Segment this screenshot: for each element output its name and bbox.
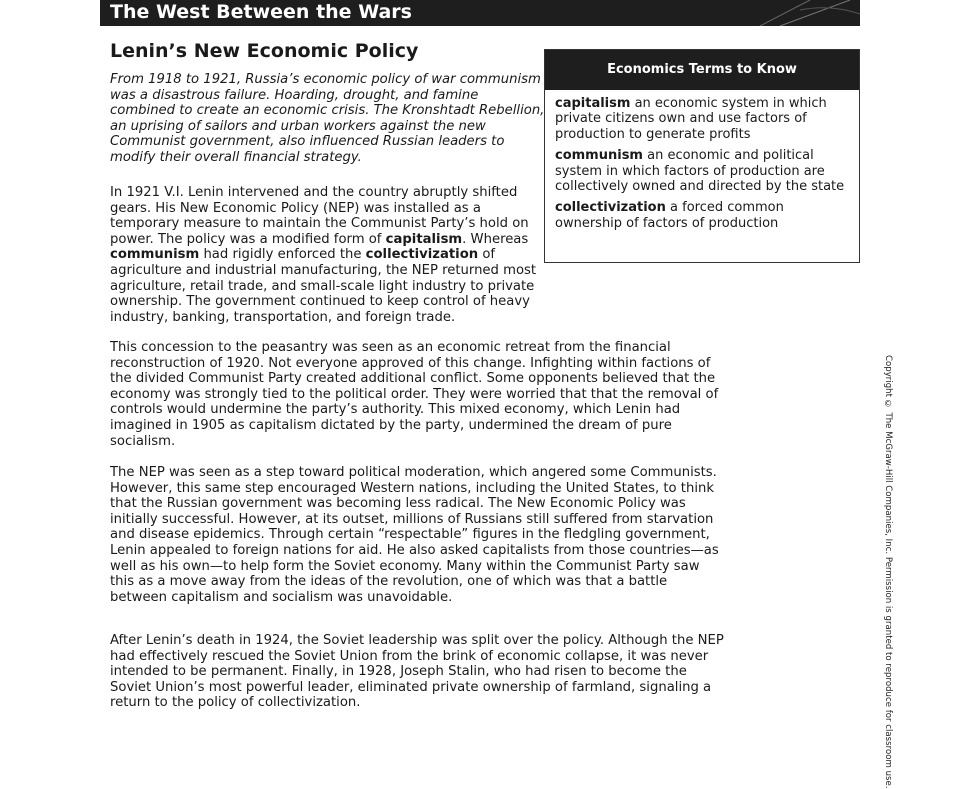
copyright-notice: Copyright © The McGraw-Hill Companies, Inc. Permission is granted to reproduce for classroom use. — [883, 355, 893, 789]
nep-paragraph — [110, 185, 540, 325]
decorative-lines-icon — [740, 0, 860, 26]
term-definition: a forced common ownership of factors of production — [555, 200, 784, 231]
chapter-title: The West Between the Wars — [110, 1, 412, 23]
term-collectivization-highlight: collectivization — [365, 247, 479, 263]
nep-text-4: of agriculture and industrial manufacturing, the NEP returned most agriculture, retail trade, and small-scale light industry to private ownership. The government continued to keep control of heavy industry, banking, transportation, and foreign trade. — [110, 247, 537, 325]
moderation-paragraph: The NEP was seen as a step toward political moderation, which angered some Communists. However, this same step encouraged Western nations, including the United States, to think that the Russian government was becoming less radical. The New Economic Policy was initially successful. However, at its outset, millions of Russians still suffered from starvation and disease epidemics. Through certain “respectable” figures in the fledgling government, Lenin appealed to foreign nations for aid. He also asked capitalists from those countries—as well as his own—to help form the Soviet economy. Many within the Communist Party saw this as a move away from the ideas of the revolution, one of which was that a battle between capitalism and socialism was unavoidable. — [110, 465, 719, 605]
concession-paragraph: This concession to the peasantry was seen as an economic retreat from the financial reconstruction of 1920. Not everyone approved of this change. Infighting within factions of the divided Communist Party created additional conflict. Some opponents believed that the economy was strongly tied to the political order. They were worried that that the removal of controls would undermine the party’s authority. This mixed economy, which Lenin had imagined in 1905 as capitalism dictated by the party, undermined the dream of pure socialism. — [110, 340, 719, 449]
term-collectivization — [555, 200, 849, 231]
term-definition: an economic and political system in which factors of production are collectively owned and directed by the state — [555, 148, 845, 195]
nep-text-3: had rigidly enforced the — [199, 247, 366, 263]
nep-text-1: In 1921 V.I. Lenin intervened and the country abruptly shifted gears. His New Economic Policy (NEP) was installed as a temporary measure to maintain the Communist Party’s hold on power. The policy was a modified form of — [110, 185, 529, 247]
term-capitalism — [555, 96, 849, 142]
term-communism-highlight: communism — [110, 247, 200, 263]
stalin-paragraph: After Lenin’s death in 1924, the Soviet leadership was split over the policy. Although the NEP had effectively rescued the Soviet Union from the brink of economic collapse, it was never intended to be permanent. Finally, in 1928, Joseph Stalin, who had risen to become the Soviet Union’s most powerful leader, eliminated private ownership of farmland, signaling a return to the policy of collectivization. — [110, 633, 724, 711]
terms-box-title: Economics Terms to Know — [545, 50, 859, 90]
term-capitalism-highlight: capitalism — [385, 231, 463, 247]
nep-text-2: . Whereas — [462, 231, 529, 247]
chapter-header-bar — [100, 0, 860, 26]
term-word: capitalism — [555, 96, 631, 111]
term-word: collectivization — [555, 200, 666, 216]
section-heading: Lenin’s New Economic Policy — [110, 40, 419, 62]
term-definition: an economic system in which private citizens own and use factors of production to generate profits — [555, 96, 827, 142]
term-word: communism — [555, 148, 643, 164]
economics-terms-box — [544, 49, 860, 263]
intro-paragraph: From 1918 to 1921, Russia’s economic policy of war communism was a disastrous failure. Hoarding, drought, and famine combined to create an economic crisis. The Kronshtadt Rebellion, an uprising of sailors and urban workers against the new Communist government, also influenced Russian leaders to modify their overall financial strategy. — [110, 72, 545, 165]
term-communism — [555, 148, 849, 194]
